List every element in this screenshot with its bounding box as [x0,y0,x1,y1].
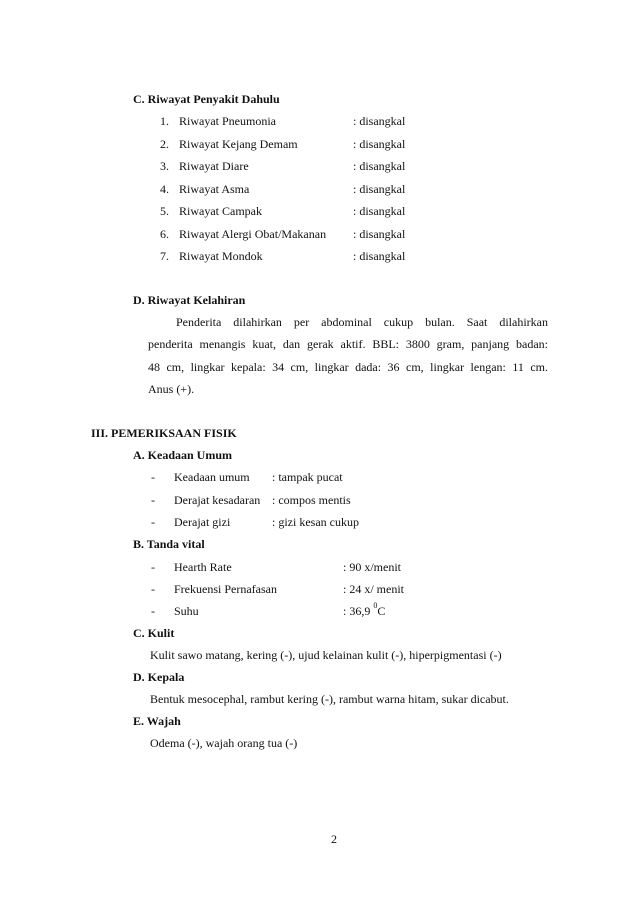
temperature-value [343,601,386,619]
degree-superscript: 0 [373,601,378,610]
list-item-number: 1. [160,114,169,128]
section-d-heading: D. Riwayat Kelahiran [133,293,246,307]
list-item-value: : disangkal [353,249,406,263]
list-item-value: : disangkal [353,204,406,218]
list-item-number: 2. [160,137,169,151]
list-item-value: : disangkal [353,227,406,241]
temperature-unit: C [377,604,386,618]
list-dash: - [151,515,155,529]
temperature-number: : 36,9 [343,604,374,618]
list-item-label: Riwayat Asma [179,182,250,196]
list-item-label: Riwayat Diare [179,159,249,173]
list-dash: - [151,470,155,484]
list-item-value: : disangkal [353,182,406,196]
subsection-d-heading: D. Kepala [133,670,185,684]
list-item-number: 6. [160,227,169,241]
list-item-value: : compos mentis [272,493,351,507]
list-item-number: 5. [160,204,169,218]
subsection-e-heading: E. Wajah [133,714,181,728]
subsection-c-heading: C. Kulit [133,626,175,640]
subsection-b-heading: B. Tanda vital [133,537,205,551]
list-dash: - [151,493,155,507]
list-item-label: Riwayat Alergi Obat/Makanan [179,227,327,241]
list-item-value: : 24 x/ menit [343,582,404,596]
list-item-label: Riwayat Campak [179,204,262,218]
list-item-label: Riwayat Mondok [179,249,263,263]
list-item-value: : disangkal [353,114,406,128]
list-item-label: Hearth Rate [174,560,232,574]
subsection-text: Odema (-), wajah orang tua (-) [150,736,298,750]
section-iii-heading: III. PEMERIKSAAN FISIK [91,426,237,440]
list-dash: - [151,604,155,618]
section-c-heading: C. Riwayat Penyakit Dahulu [133,92,280,106]
list-item-value: : disangkal [353,159,406,173]
list-item-number: 7. [160,249,169,263]
list-item-label: Suhu [174,604,199,618]
paragraph-line: penderita menangis kuat, dan gerak aktif. BBL: 3800 gram, panjang badan: [148,337,548,351]
list-item-number: 3. [160,159,169,173]
paragraph-line: Anus (+). [148,382,195,396]
list-item-number: 4. [160,182,169,196]
list-item-value: : tampak pucat [272,470,343,484]
list-item-label: Keadaan umum [174,470,250,484]
list-item-value: : disangkal [353,137,406,151]
subsection-a-heading: A. Keadaan Umum [133,448,233,462]
paragraph-line: 48 cm, lingkar kepala: 34 cm, lingkar dada: 36 cm, lingkar lengan: 11 cm. [148,360,548,374]
list-item-label: Riwayat Pneumonia [179,114,276,128]
list-item-label: Frekuensi Pernafasan [174,582,277,596]
list-item-value: : 90 x/menit [343,560,401,574]
subsection-text: Kulit sawo matang, kering (-), ujud kelainan kulit (-), hiperpigmentasi (-) [150,648,502,662]
list-item-value: : gizi kesan cukup [272,515,359,529]
paragraph-line: Penderita dilahirkan per abdominal cukup bulan. Saat dilahirkan [176,315,548,329]
list-item-label: Derajat gizi [174,515,231,529]
list-dash: - [151,560,155,574]
list-item-label: Riwayat Kejang Demam [179,137,298,151]
page-number: 2 [331,832,337,846]
subsection-text: Bentuk mesocephal, rambut kering (-), rambut warna hitam, sukar dicabut. [150,692,509,706]
list-item-label: Derajat kesadaran [174,493,261,507]
list-dash: - [151,582,155,596]
